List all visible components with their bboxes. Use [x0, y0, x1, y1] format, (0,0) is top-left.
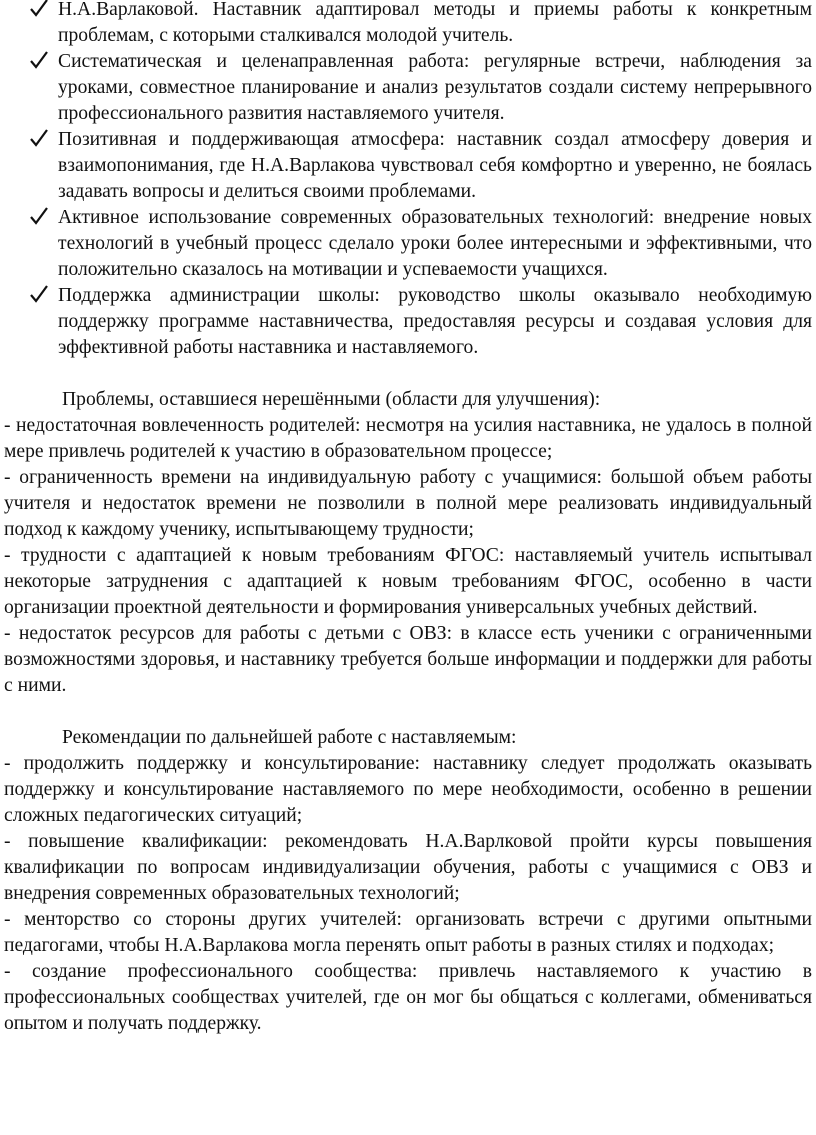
- list-item-text: Систематическая и целенаправленная работа: регулярные встречи, наблюдения за уроками, совместное планирование и анализ результатов создали систему непрерывного профессионального развития наставляемого учителя.: [58, 51, 812, 124]
- checkmark-icon: [30, 283, 52, 309]
- list-item: [4, 283, 812, 361]
- recommendation-item: - продолжить поддержку и консультирование: наставнику следует продолжать оказывать поддержку и консультирование наставляемого по мере необходимости, особенно в решении сложных педагогических ситуаций;: [4, 753, 812, 826]
- checkmark-icon: [30, 0, 52, 23]
- recommendation-item: - создание профессионального сообщества: привлечь наставляемого к участию в профессиональных сообществах учителей, где он мог бы общаться с коллегами, обмениваться опытом и получать поддержку.: [4, 961, 812, 1034]
- list-item: [4, 205, 812, 283]
- list-item-text: Н.А.Варлаковой. Наставник адаптировал методы и приемы работы к конкретным проблемам, с которыми сталкивался молодой учитель.: [58, 0, 812, 46]
- recommendation-item: - менторство со стороны других учителей: организовать встречи с другими опытными педагогами, чтобы Н.А.Варлакова могла перенять опыт работы в разных стилях и подходах;: [4, 909, 812, 956]
- problem-item: - недостаточная вовлеченность родителей: несмотря на усилия наставника, не удалось в полной мере привлечь родителей к участию в образовательном процессе;: [4, 415, 812, 462]
- recommendation-item: - повышение квалификации: рекомендовать Н.А.Варлковой пройти курсы повышения квалификации по вопросам индивидуализации обучения, работы с учащимися с ОВЗ и внедрения современных образовательных технологий;: [4, 831, 812, 904]
- problems-heading: Проблемы, оставшиеся нерешёнными (области для улучшения):: [62, 389, 601, 410]
- list-item-text: Поддержка администрации школы: руководство школы оказывало необходимую поддержку программе наставничества, предоставляя ресурсы и создавая условия для эффективной работы наставника и наставляемого.: [58, 285, 812, 358]
- problem-item: - трудности с адаптацией к новым требованиям ФГОС: наставляемый учитель испытывал некоторые затруднения с адаптацией к новым требованиям ФГОС, особенно в части организации проектной деятельности и формирования универсальных учебных действий.: [4, 545, 812, 618]
- checkmark-icon: [30, 205, 52, 231]
- recommendations-heading: Рекомендации по дальнейшей работе с наставляемым:: [62, 727, 517, 748]
- checkmark-icon: [30, 49, 52, 75]
- list-item-text: Активное использование современных образовательных технологий: внедрение новых технологий в учебный процесс сделало уроки более интересными и эффективными, что положительно сказалось на мотивации и успеваемости учащихся.: [58, 207, 812, 280]
- problem-item: - недостаток ресурсов для работы с детьми с ОВЗ: в классе есть ученики с ограниченными возможностями здоровья, и наставнику требуется больше информации и поддержки для работы с ними.: [4, 623, 812, 696]
- list-item-text: Позитивная и поддерживающая атмосфера: наставник создал атмосферу доверия и взаимопонимания, где Н.А.Варлакова чувствовал себя комфортно и уверенно, не боялась задавать вопросы и делиться своими проблемами.: [58, 129, 812, 202]
- problem-item: - ограниченность времени на индивидуальную работу с учащимися: большой объем работы учителя и недостаток времени не позволили в полной мере реализовать индивидуальный подход к каждому ученику, испытывающему трудности;: [4, 467, 812, 540]
- success-factors-list: [4, 0, 812, 361]
- list-item: [4, 49, 812, 127]
- checkmark-icon: [30, 127, 52, 153]
- list-item: [4, 0, 812, 49]
- list-item: [4, 127, 812, 205]
